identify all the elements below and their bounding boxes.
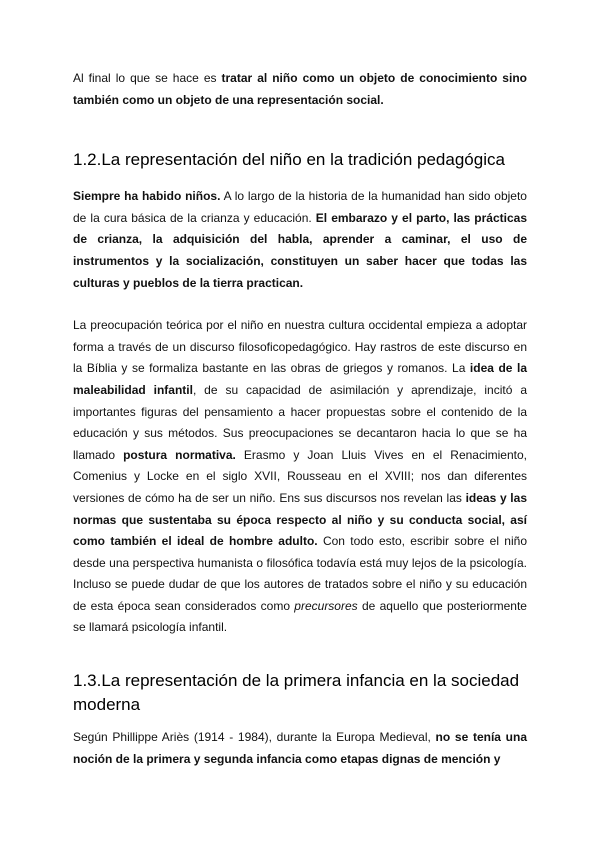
p3-emphasis-1: no se tenía una noción de la primera y segunda infancia como etapas dignas de mención y [73,730,527,766]
p1-text-1: A lo largo de la historia de la humanidad han sido objeto de la cura básica de la crianza y educación. [73,189,527,225]
p2-italic-1: precursores [294,598,358,613]
intro-emphasis: tratar al niño como un objeto de conocimiento sino también como un objeto de una representación social. [73,71,527,107]
p2-text-5: de aquello que posteriormente se llamará psicología infantil. [73,598,527,635]
p1-emphasis-1: Siempre ha habido niños. [73,189,221,204]
p2-text-4: Con todo esto, escribir sobre el niño desde una perspectiva humanista o filosófica todavía está muy lejos de la psicología. Incluso se puede dudar de que los autores de tratados sobre el niño y su educación de esta época sean considerados como [73,534,527,613]
p2-text-2: , de su capacidad de asimilación y aprendizaje, incitó a importantes figuras del pensamiento a hacer propuestas sobre el contenido de la educación y sus métodos. Sus preocupaciones se decantaron hacia lo que se ha llamado [73,382,527,462]
p2-text-3: Erasmo y Joan Lluis Vives en el Renacimiento, Comenius y Locke en el siglo XVII, Rousseau en el XVIII; nos dan diferentes versiones de cómo ha de ser un niño. Ens sus discursos nos revelan las [73,447,527,505]
section-heading-1-2: 1.2.La representación del niño en la tradición pedagógica [73,150,505,170]
section-1-2-paragraph-2 [73,315,527,639]
section-heading-1-3: 1.3.La representación de la primera infancia en la sociedad moderna [73,671,520,715]
section-1-2-paragraph-1 [73,186,527,294]
section-1-3-paragraph-1 [73,727,527,770]
intro-paragraph [73,68,527,111]
p2-text-1: La preocupación teórica por el niño en nuestra cultura occidental empieza a adoptar forma a través de un discurso filosoficopedagógico. Hay rastros de este discurso en la Bíblia y se formaliza bastante en las obras de griegos y romanos. La [73,318,527,376]
p2-emphasis-1: idea de la maleabilidad infantil [73,361,527,397]
p1-emphasis-2: El embarazo y el parto, las prácticas de crianza, la adquisición del habla, aprender a caminar, el uso de instrumentos y la socialización, constituyen un saber hacer que todas las culturas y pueblos de la tierra practican. [73,210,527,290]
intro-text: Al final lo que se hace es [73,71,222,85]
p3-text-1: Según Phillippe Ariès (1914 - 1984), durante la Europa Medieval, [73,730,436,745]
p2-emphasis-3: ideas y las normas que sustentaba su época respecto al niño y su conducta social, así como también el ideal de hombre adulto. [73,490,527,549]
p2-emphasis-2: postura normativa. [123,447,236,462]
